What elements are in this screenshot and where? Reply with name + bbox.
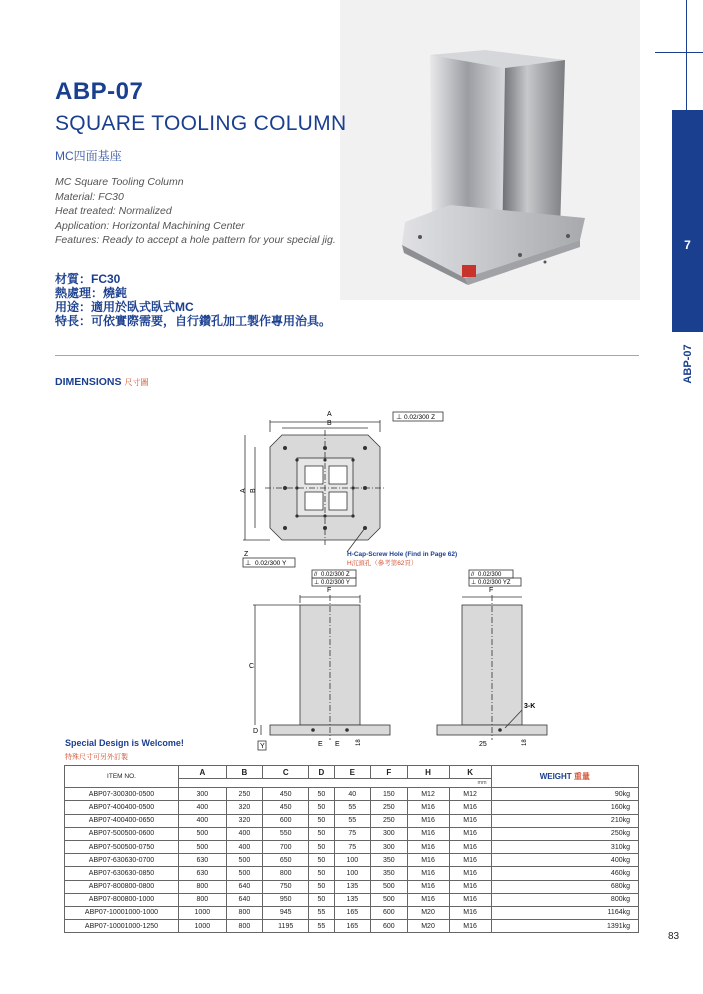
table-row (65, 920, 639, 933)
dimension-drawing (225, 400, 565, 760)
col-c: C (263, 766, 309, 779)
weight-cell: 310kg (491, 840, 638, 853)
table-cell: M16 (449, 920, 491, 933)
special-design-note: Special Design is Welcome! (65, 738, 184, 748)
table-cell: 450 (263, 788, 309, 801)
table-cell: 40 (334, 788, 370, 801)
table-cell: 1000 (179, 920, 227, 933)
description-line: 材質：FC30 (55, 272, 121, 286)
table-cell: M16 (407, 867, 449, 880)
label-3k: 3-K (524, 703, 536, 710)
item-number-cell: ABP07-10001000-1000 (65, 906, 179, 919)
col-a: A (179, 766, 227, 779)
table-cell: 300 (371, 827, 407, 840)
label-f: F (489, 587, 494, 594)
table-cell: 500 (371, 880, 407, 893)
table-cell: 350 (371, 854, 407, 867)
table-cell: M16 (407, 801, 449, 814)
weight-cell: 210kg (491, 814, 638, 827)
col-h: H (407, 766, 449, 779)
table-cell: 300 (371, 840, 407, 853)
table-cell: M16 (449, 880, 491, 893)
table-cell: 50 (309, 880, 334, 893)
table-cell: 250 (371, 814, 407, 827)
product-photo (390, 40, 600, 295)
table-cell: 600 (263, 814, 309, 827)
table-cell: 630 (179, 854, 227, 867)
item-number-cell: ABP07-630630-0850 (65, 867, 179, 880)
label-y: Y (260, 743, 265, 750)
item-number-cell: ABP07-400400-0650 (65, 814, 179, 827)
chapter-number: 7 (684, 238, 691, 252)
dimensions-title-cn: 尺寸圖 (124, 378, 149, 387)
dimensions-title: DIMENSIONS (55, 376, 122, 388)
page-subtitle: SQUARE TOOLING COLUMN (55, 112, 347, 135)
table-row (65, 788, 639, 801)
table-cell: 50 (309, 788, 334, 801)
weight-label: WEIGHT (539, 772, 572, 782)
table-cell: 550 (263, 827, 309, 840)
side-line (655, 52, 703, 53)
description-line: Features: Ready to accept a hole pattern for your special jig. (55, 234, 336, 246)
table-cell: 55 (334, 814, 370, 827)
weight-cell: 1391kg (491, 920, 638, 933)
table-cell: 630 (179, 867, 227, 880)
table-cell: M12 (407, 788, 449, 801)
item-number-cell: ABP07-300300-0500 (65, 788, 179, 801)
table-cell: 100 (334, 854, 370, 867)
item-number-cell: ABP07-630630-0700 (65, 854, 179, 867)
table-cell: 350 (371, 867, 407, 880)
table-cell: 320 (226, 801, 262, 814)
side-model-label (672, 336, 703, 391)
table-row (65, 906, 639, 919)
table-cell: 400 (226, 827, 262, 840)
table-cell: 300 (179, 788, 227, 801)
table-cell: 320 (226, 814, 262, 827)
tolerance-y: 0.02/300 Y (321, 580, 350, 586)
tolerance-z: 0.02/300 Z (321, 572, 350, 578)
side-view (437, 570, 547, 740)
table-cell: M20 (407, 920, 449, 933)
item-number-cell: ABP07-10001000-1250 (65, 920, 179, 933)
table-cell: 150 (371, 788, 407, 801)
table-cell: 800 (226, 906, 262, 919)
table-cell: 500 (179, 827, 227, 840)
spec-table (64, 765, 639, 933)
weight-cell: 1164kg (491, 906, 638, 919)
table-cell: M16 (449, 906, 491, 919)
dim-18: 18 (356, 739, 362, 746)
col-d: D (309, 766, 334, 779)
tolerance-z: 0.02/300 Z (404, 414, 436, 421)
weight-cell: 250kg (491, 827, 638, 840)
table-cell: 1195 (263, 920, 309, 933)
table-cell: 450 (263, 801, 309, 814)
table-cell: 135 (334, 880, 370, 893)
table-cell: 500 (226, 867, 262, 880)
table-cell: 700 (263, 840, 309, 853)
table-cell: M16 (449, 867, 491, 880)
table-row (65, 814, 639, 827)
label-f: F (327, 587, 332, 594)
table-cell: 55 (334, 801, 370, 814)
description-line: Application: Horizontal Machining Center (55, 219, 245, 232)
table-cell: 950 (263, 893, 309, 906)
table-cell: 945 (263, 906, 309, 919)
description-line: 熱處理：燒鈍 (55, 286, 128, 300)
table-cell: M20 (407, 906, 449, 919)
unit-label: mm (179, 779, 492, 788)
table-cell: 250 (371, 801, 407, 814)
table-cell: 55 (309, 920, 334, 933)
label-a: A (327, 411, 332, 418)
label-b-side: B (250, 488, 257, 493)
tolerance-value: 0.02/300 (478, 572, 502, 578)
table-cell: 400 (179, 801, 227, 814)
tolerance-yz: 0.02/300 YZ (478, 580, 511, 586)
table-cell: 600 (371, 920, 407, 933)
table-cell: M16 (449, 827, 491, 840)
label-e: E (335, 741, 340, 748)
col-k: K (449, 766, 491, 779)
tolerance-y: 0.02/300 Y (255, 560, 287, 567)
table-cell: 800 (179, 880, 227, 893)
table-cell: 165 (334, 920, 370, 933)
table-cell: M16 (449, 893, 491, 906)
description-en (55, 175, 336, 248)
table-row (65, 880, 639, 893)
dim-25: 25 (479, 741, 487, 748)
label-z: Z (244, 551, 249, 558)
col-e: E (334, 766, 370, 779)
table-cell: 800 (263, 867, 309, 880)
table-cell: 165 (334, 906, 370, 919)
description-line: Material: FC30 (55, 190, 124, 203)
table-row (65, 840, 639, 853)
logo-badge (462, 265, 476, 277)
table-row (65, 893, 639, 906)
table-cell: 50 (309, 827, 334, 840)
item-number-cell: ABP07-400400-0500 (65, 801, 179, 814)
table-cell: M16 (407, 814, 449, 827)
table-cell: 50 (309, 867, 334, 880)
table-cell: 50 (309, 854, 334, 867)
hole-note: H-Cap-Screw Hole (Find in Page 62) (347, 551, 458, 558)
perp-symbol: ⊥ (314, 580, 320, 586)
item-number-cell: ABP07-500500-0750 (65, 840, 179, 853)
table-cell: 100 (334, 867, 370, 880)
col-item: ITEM NO. (65, 766, 179, 788)
weight-cell: 680kg (491, 880, 638, 893)
label-e: E (318, 741, 323, 748)
hole-note-cn: H沉頭孔（參考第62頁） (347, 560, 418, 567)
table-cell: 135 (334, 893, 370, 906)
table-cell: M12 (449, 788, 491, 801)
top-view (243, 420, 385, 545)
item-number-cell: ABP07-800800-1000 (65, 893, 179, 906)
table-cell: 640 (226, 880, 262, 893)
table-row (65, 867, 639, 880)
table-cell: 500 (179, 840, 227, 853)
table-header-row (65, 766, 639, 779)
description-line: Heat treated: Normalized (55, 205, 172, 217)
table-cell: M16 (449, 854, 491, 867)
section-divider (55, 355, 639, 356)
weight-label-cn: 重量 (573, 772, 590, 782)
table-cell: M16 (449, 840, 491, 853)
table-row (65, 801, 639, 814)
perp-symbol: ⊥ (396, 414, 403, 421)
label-a-side: A (240, 488, 247, 493)
par-symbol: // (314, 572, 318, 578)
table-cell: 50 (309, 801, 334, 814)
table-cell: M16 (407, 840, 449, 853)
par-symbol: // (471, 572, 475, 578)
dim-18: 18 (522, 739, 528, 746)
description-line: 用途：適用於臥式臥式MC (55, 300, 194, 314)
table-cell: M16 (449, 814, 491, 827)
label-d: D (253, 728, 259, 735)
special-design-note-cn: 特殊尺寸可另外訂製 (65, 754, 128, 761)
description-cn (55, 272, 331, 328)
weight-cell: 90kg (491, 788, 638, 801)
table-cell: 650 (263, 854, 309, 867)
weight-cell: 400kg (491, 854, 638, 867)
table-cell: 800 (179, 893, 227, 906)
table-cell: M16 (407, 854, 449, 867)
description-line: 特長：可依實際需要，自行鑽孔加工製作專用治具。 (55, 314, 332, 328)
table-cell: M16 (407, 893, 449, 906)
table-cell: 750 (263, 880, 309, 893)
item-number-cell: ABP07-800800-0800 (65, 880, 179, 893)
page-title: ABP-07 (55, 78, 144, 105)
table-row (65, 854, 639, 867)
col-f: F (371, 766, 407, 779)
weight-cell: 160kg (491, 801, 638, 814)
perp-symbol: ⊥ (471, 580, 477, 586)
table-row (65, 827, 639, 840)
side-model-text: ABP-07 (681, 343, 694, 384)
label-b: B (327, 420, 332, 427)
table-cell: 500 (226, 854, 262, 867)
table-cell: 400 (179, 814, 227, 827)
table-cell: 400 (226, 840, 262, 853)
label-c: C (249, 663, 255, 670)
table-cell: 500 (371, 893, 407, 906)
page-number: 83 (668, 931, 680, 942)
table-cell: 600 (371, 906, 407, 919)
table-cell: 75 (334, 840, 370, 853)
table-cell: 1000 (179, 906, 227, 919)
table-cell: 250 (226, 788, 262, 801)
table-cell: 640 (226, 893, 262, 906)
col-b: B (226, 766, 262, 779)
table-cell: 75 (334, 827, 370, 840)
front-view (253, 570, 390, 740)
table-cell: M16 (407, 880, 449, 893)
table-cell: 50 (309, 814, 334, 827)
table-cell: M16 (407, 827, 449, 840)
col-weight (491, 766, 638, 788)
description-line: MC Square Tooling Column (55, 176, 184, 188)
perp-symbol: ⊥ (245, 560, 252, 567)
table-cell: 50 (309, 840, 334, 853)
dimensions-heading (55, 376, 149, 388)
table-cell: 55 (309, 906, 334, 919)
weight-cell: 460kg (491, 867, 638, 880)
chapter-tab (672, 110, 703, 332)
table-cell: 800 (226, 920, 262, 933)
weight-cell: 800kg (491, 893, 638, 906)
table-cell: 50 (309, 893, 334, 906)
table-cell: M16 (449, 801, 491, 814)
item-number-cell: ABP07-500500-0600 (65, 827, 179, 840)
chinese-title: MC四面基座 (55, 149, 122, 163)
